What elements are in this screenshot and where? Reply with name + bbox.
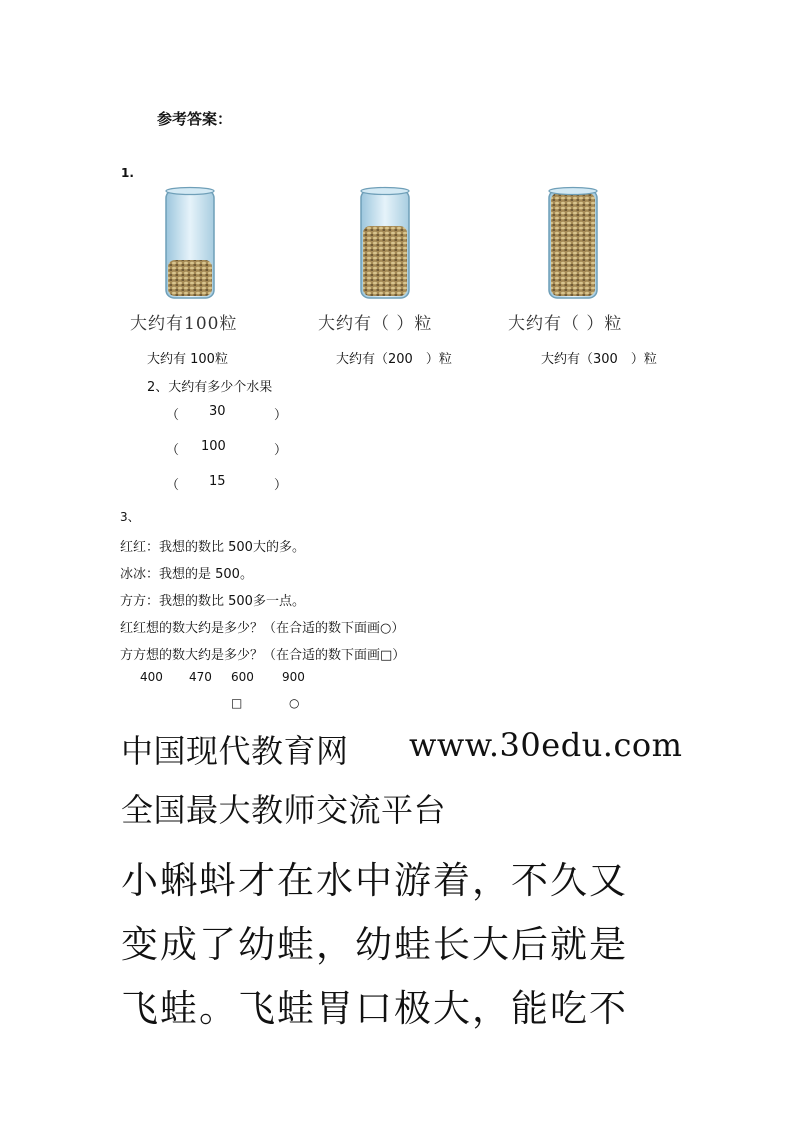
q3-square-mark: □ bbox=[231, 696, 243, 710]
q2-row-3-value: 15 bbox=[209, 474, 226, 489]
q2-row-2-close: ） bbox=[274, 443, 288, 458]
q3-line-1: 红红：我想的数比 500大的多。 bbox=[120, 540, 305, 555]
answer-1: 大约有 100粒 bbox=[147, 352, 228, 367]
q2-row-2-value: 100 bbox=[201, 439, 226, 454]
q3-number-900: 900 bbox=[282, 670, 305, 684]
q2-row-3-open: （ bbox=[166, 478, 180, 493]
jar-illustration-3 bbox=[543, 186, 603, 302]
q3-line-3: 方方：我想的数比 500多一点。 bbox=[120, 594, 305, 609]
question-1-number: 1. bbox=[121, 166, 134, 180]
q2-row-2-open: （ bbox=[166, 443, 180, 458]
jar-illustration-1 bbox=[160, 186, 220, 302]
q3-number-600: 600 bbox=[231, 670, 254, 684]
q2-row-1-close: ） bbox=[274, 408, 288, 423]
q3-number-470: 470 bbox=[189, 670, 212, 684]
q3-line-5: 方方想的数大约是多少？（在合适的数下面画□） bbox=[120, 648, 406, 663]
jar-caption-1: 大约有100粒 bbox=[130, 314, 238, 334]
story-line-2: 变成了幼蛙，幼蛙长大后就是 bbox=[121, 923, 628, 966]
q3-circle-mark: ○ bbox=[289, 696, 300, 710]
jar-caption-3: 大约有（ ）粒 bbox=[508, 314, 623, 334]
question-3-number: 3、 bbox=[120, 510, 140, 524]
q3-number-400: 400 bbox=[140, 670, 163, 684]
q2-row-3-close: ） bbox=[274, 478, 288, 493]
jar-illustration-2 bbox=[355, 186, 415, 302]
site-url: www.30edu.com bbox=[409, 726, 683, 764]
answer-3: 大约有（300 ）粒 bbox=[541, 352, 657, 367]
q2-row-1-open: （ bbox=[166, 408, 180, 423]
q3-line-2: 冰冰：我想的是 500。 bbox=[120, 567, 253, 582]
q2-row-1-value: 30 bbox=[209, 404, 226, 419]
page-title: 参考答案： bbox=[157, 110, 233, 128]
q3-line-4: 红红想的数大约是多少？（在合适的数下面画○） bbox=[120, 621, 405, 636]
story-line-3: 飞蛙。飞蛙胃口极大，能吃不 bbox=[121, 987, 628, 1030]
jar-caption-2: 大约有（ ）粒 bbox=[318, 314, 433, 334]
story-line-1: 小蝌蚪才在水中游着，不久又 bbox=[121, 859, 628, 902]
site-name: 中国现代教育网 bbox=[121, 732, 349, 770]
answer-2: 大约有（200 ）粒 bbox=[336, 352, 452, 367]
site-tagline: 全国最大教师交流平台 bbox=[121, 791, 447, 829]
question-2-heading: 2、大约有多少个水果 bbox=[147, 380, 273, 395]
